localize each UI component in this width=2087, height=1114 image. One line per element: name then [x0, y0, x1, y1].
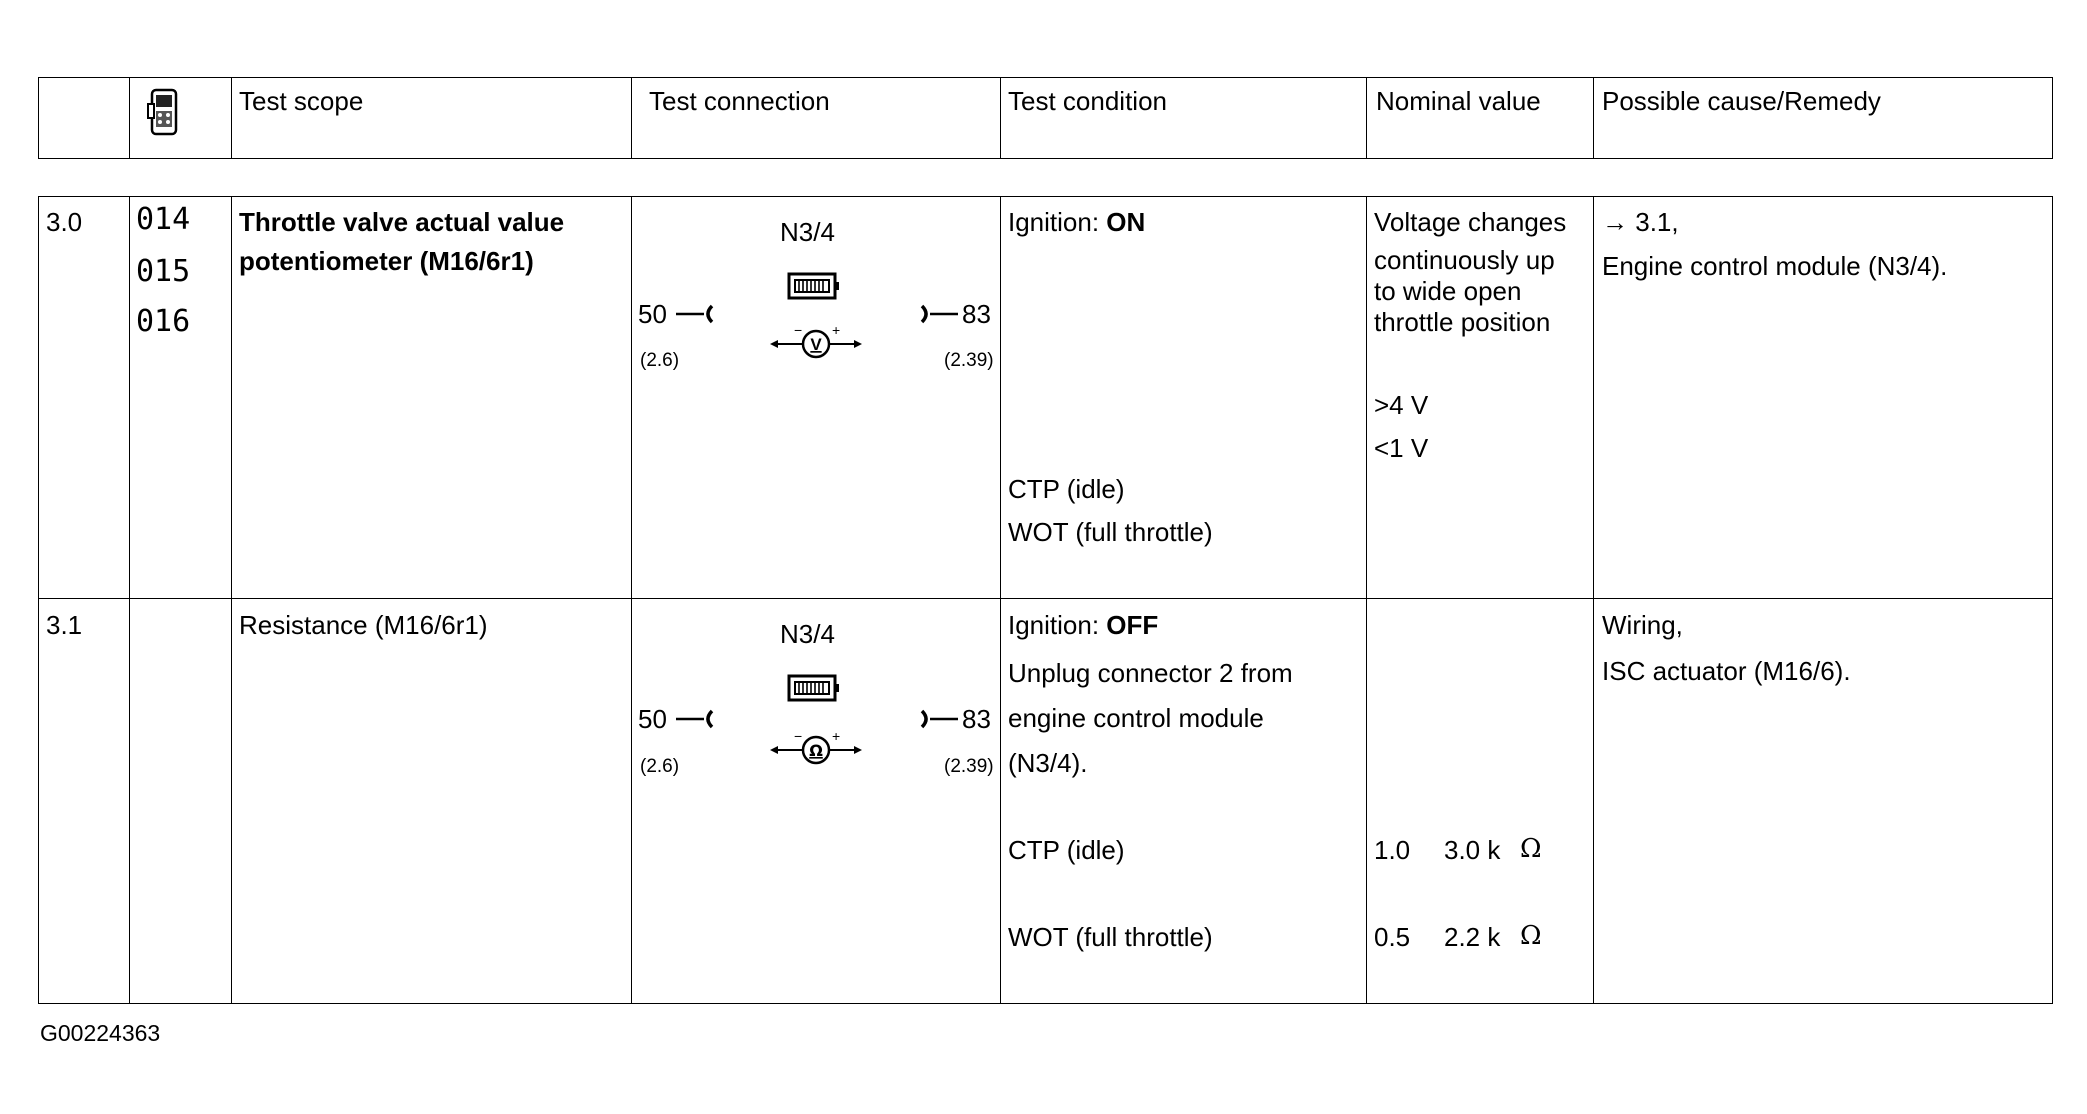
column-divider: [1593, 196, 1594, 1004]
remedy-reference: [1602, 206, 1679, 238]
step-number: 3.1: [46, 610, 83, 640]
ohmmeter-icon: [766, 728, 866, 768]
probe-right-icon: [918, 707, 960, 731]
probe-left-icon: [674, 302, 716, 326]
nominal-line: to wide open: [1374, 276, 1522, 306]
remedy-ref: 3.1,: [1635, 207, 1679, 237]
ignition-value: ON: [1106, 207, 1146, 237]
header-divider: [1366, 77, 1367, 159]
column-divider: [1000, 196, 1001, 1004]
test-scope-line: potentiometer (M16/6r1): [239, 246, 534, 276]
condition-ctp: CTP (idle): [1008, 474, 1125, 504]
condition-line: (N3/4).: [1008, 748, 1088, 778]
step-number: 3.0: [46, 207, 83, 237]
column-divider: [1366, 196, 1367, 1004]
module-label: N3/4: [780, 217, 835, 247]
header-divider: [631, 77, 632, 159]
svg-text:+: +: [832, 728, 841, 744]
condition-ctp: CTP (idle): [1008, 835, 1125, 865]
voltmeter-icon: [766, 322, 866, 362]
ignition-value: OFF: [1106, 610, 1159, 640]
header-nominal-value: Nominal value: [1376, 86, 1541, 116]
header-divider: [129, 77, 130, 159]
nominal-line: throttle position: [1374, 307, 1551, 337]
column-divider: [231, 196, 232, 1004]
pin-left-sub: (2.6): [640, 350, 680, 371]
remedy-line: Wiring,: [1602, 610, 1683, 640]
header-possible-cause: Possible cause/Remedy: [1602, 86, 1881, 116]
column-divider: [129, 196, 130, 1004]
test-scope-line: Resistance (M16/6r1): [239, 610, 488, 640]
pin-right-sub: (2.39): [944, 756, 994, 777]
arrow-right-icon: →: [1602, 207, 1628, 237]
condition-wot: WOT (full throttle): [1008, 922, 1213, 952]
nominal-line: continuously up: [1374, 245, 1555, 275]
header-divider: [1593, 77, 1594, 159]
figure-id: G00224363: [40, 1020, 161, 1046]
header-test-connection: Test connection: [649, 86, 830, 116]
probe-left-icon: [674, 707, 716, 731]
column-divider: [631, 196, 632, 1004]
ohm-unit: Ω: [1520, 834, 1542, 864]
hand-held-tester-icon: [146, 88, 182, 138]
pin-left-sub: (2.6): [640, 756, 680, 777]
pin-left: 50: [638, 704, 667, 734]
pin-left: 50: [638, 299, 667, 329]
row-divider: [38, 598, 2053, 599]
svg-text:−: −: [794, 322, 803, 338]
test-scope-line: Throttle valve actual value: [239, 207, 565, 237]
ignition-label: Ignition:: [1008, 207, 1107, 237]
control-module-icon: [786, 270, 840, 306]
nominal-ctp-max: 3.0 k: [1444, 835, 1501, 865]
header-divider: [1000, 77, 1001, 159]
pin-right-sub: (2.39): [944, 350, 994, 371]
header-test-scope: Test scope: [239, 86, 364, 116]
nominal-wot-max: 2.2 k: [1444, 922, 1501, 952]
remedy-line: ISC actuator (M16/6).: [1602, 656, 1851, 686]
pin-right: 83: [962, 299, 991, 329]
probe-right-icon: [918, 302, 960, 326]
condition-wot: WOT (full throttle): [1008, 517, 1213, 547]
ohm-unit: Ω: [1520, 921, 1542, 951]
nominal-wot-min: 0.5: [1374, 922, 1411, 952]
control-module-icon: [786, 672, 840, 708]
test-table: [38, 196, 2053, 1004]
svg-text:−: −: [794, 728, 803, 744]
pin-right: 83: [962, 704, 991, 734]
header-divider: [231, 77, 232, 159]
condition-ignition: [1008, 206, 1145, 238]
module-label: N3/4: [780, 619, 835, 649]
header-test-condition: Test condition: [1008, 86, 1167, 116]
meter-symbol: Ω: [809, 741, 823, 760]
condition-line: Unplug connector 2 from: [1008, 658, 1293, 688]
remedy-text: Engine control module (N3/4).: [1602, 251, 1948, 281]
fault-code: 016: [136, 304, 191, 339]
meter-symbol: V: [810, 335, 822, 354]
fault-code: 015: [136, 254, 191, 289]
nominal-wot: <1 V: [1374, 433, 1429, 463]
condition-line: engine control module: [1008, 703, 1264, 733]
ignition-label: Ignition:: [1008, 610, 1107, 640]
condition-ignition: [1008, 609, 1158, 641]
nominal-ctp-min: 1.0: [1374, 835, 1411, 865]
nominal-ctp: >4 V: [1374, 390, 1429, 420]
fault-code: 014: [136, 202, 191, 237]
nominal-line: Voltage changes: [1374, 207, 1567, 237]
svg-text:+: +: [832, 322, 841, 338]
